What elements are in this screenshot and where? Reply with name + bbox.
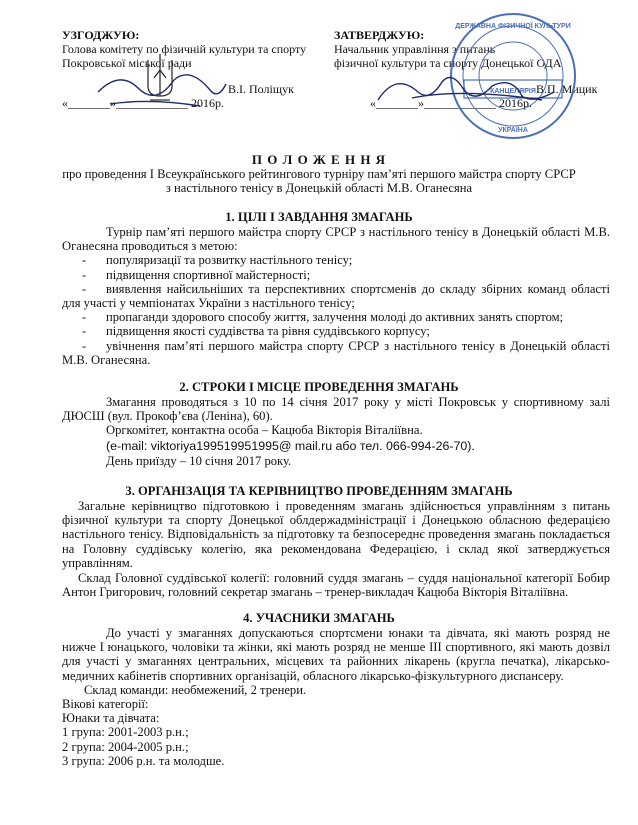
list-item: - популяризації та розвитку настільного тенісу; bbox=[82, 253, 353, 268]
approval-left-name: В.І. Поліщук bbox=[228, 82, 294, 96]
approval-right-date: «_______»____________ 2016р. bbox=[370, 96, 532, 110]
approval-right-name: В.П. Мицик bbox=[536, 82, 598, 96]
section-1-body bbox=[62, 225, 610, 367]
age-categories-label: Вікові категорії: bbox=[62, 697, 149, 712]
section-3-paragraph-1: Загальне керівництво підготовкою і проведенням змагань здійснюється управлінням з питань фізичної культури та спорту Донецької облдержадміністрації і Донецькою обласною федерацією настільного тенісу. Відповідальність за підготовку та безпосереднє проведення змагань покладається на Головну суддівську колегію, яка рекомендована Федерацією, і склад якої затверджується управлінням. bbox=[62, 499, 610, 570]
approval-left-date: «_______»____________ 2016р. bbox=[62, 96, 224, 110]
stamp-top-text: ДЕРЖАВНА ФІЗИЧНОЇ КУЛЬТУРИ bbox=[455, 23, 571, 30]
approval-left-heading: УЗГОДЖУЮ: bbox=[62, 28, 140, 42]
section-2-email-phone: (e-mail: viktoriya199519951995@ mail.ru або тел. 066-994-26-70). bbox=[106, 438, 475, 453]
section-3-heading: 3. ОРГАНІЗАЦІЯ ТА КЕРІВНИЦТВО ПРОВЕДЕННЯМ ЗМАГАНЬ bbox=[125, 484, 513, 498]
signature-left bbox=[98, 75, 226, 96]
section-3-body bbox=[62, 499, 610, 599]
stamp-bottom-text: УКРАЇНА bbox=[498, 127, 528, 134]
section-2-contact: Оргкомітет, контактна особа – Кацюба Вікторія Віталіївна. bbox=[106, 423, 423, 438]
approval-right-line2: фізичної культури та спорту Донецької ОДА bbox=[334, 56, 562, 70]
list-item: - пропаганди здорового способу життя, залучення молоді до активних занять спортом; bbox=[82, 310, 564, 325]
list-item: - підвищення спортивної майстерності; bbox=[82, 267, 311, 282]
stamp-mid-text: КАНЦЕЛЯРІЯ bbox=[490, 88, 536, 95]
section-2-body bbox=[62, 395, 610, 468]
document-subtitle-2: з настільного тенісу в Донецькій області М.В. Оганесяна bbox=[165, 181, 473, 195]
approval-right-heading: ЗАТВЕРДЖУЮ: bbox=[334, 28, 425, 42]
section-4-heading: 4. УЧАСНИКИ ЗМАГАНЬ bbox=[243, 611, 395, 625]
document-title: П О Л О Ж Е Н Н Я bbox=[251, 152, 387, 167]
age-group: 1 група: 2001-2003 р.н.; bbox=[62, 725, 189, 740]
age-group: 3 група: 2006 р.н. та молодше. bbox=[62, 753, 225, 768]
section-4-paragraph: До участі у змаганнях допускаються спортсмени юнаки та дівчата, які мають розряд не нижче І юнацького, чоловіки та жінки, які мають розряд не менше ІІІ спортивного, які мають дозвіл для участі у змаганнях центральних, місцевих та районних лікарень (кругла печатка), лікарсько-медичних кабінетів спортивних організацій, обласного лікарсько-фізкультурного диспансеру. bbox=[62, 626, 610, 683]
section-4-team: Склад команди: необмежений, 2 тренери. bbox=[84, 682, 307, 697]
section-3-paragraph-2: Склад Головної суддівської колегії: головний суддя змагань – суддя національної категорії Бобир Антон Григорович, головний секретар змагань – тренер-викладач Кацюба Вікторія Віталіївна. bbox=[62, 571, 610, 600]
list-item: - увічнення пам’яті першого майстра спорту СРСР з настільного тенісу в Донецькій області М.В. Оганесяна. bbox=[62, 338, 610, 367]
section-4-body bbox=[62, 626, 610, 768]
approval-left-line1: Голова комітету по фізичній культури та спорту bbox=[62, 42, 307, 56]
section-1-intro: Турнір пам’яті першого майстра спорту СРСР з настільного тенісу в Донецькій області М.В. Оганесяна проводиться з метою: bbox=[62, 225, 610, 254]
age-group: 2 група: 2004-2005 р.н.; bbox=[62, 739, 189, 754]
approval-left-line2: Покровської міської ради bbox=[62, 56, 192, 70]
list-item: - підвищення якості суддівства та рівня суддівського корпусу; bbox=[82, 324, 430, 339]
document-subtitle-1: про проведення І Всеукраїнського рейтингового турніру пам’яті першого майстра спорту СРСР bbox=[62, 167, 576, 181]
list-item: - виявлення найсильніших та перспективних спортсменів до складу збірних команд області для участі у чемпіонатах України з настільного тенісу; bbox=[62, 281, 610, 311]
section-2-paragraph: Змагання проводяться з 10 по 14 січня 2017 року у місті Покровськ у спортивному залі ДЮСШ (вул. Прокоф’єва (Леніна), 60). bbox=[62, 395, 610, 424]
trident-emblem-icon bbox=[90, 40, 230, 120]
section-2-arrival: День приїзду – 10 січня 2017 року. bbox=[106, 453, 292, 468]
youth-label: Юнаки та дівчата: bbox=[62, 711, 160, 726]
section-1-heading: 1. ЦІЛІ І ЗАВДАННЯ ЗМАГАНЬ bbox=[225, 210, 413, 224]
section-2-heading: 2. СТРОКИ І МІСЦЕ ПРОВЕДЕННЯ ЗМАГАНЬ bbox=[179, 380, 459, 394]
approval-right-line1: Начальник управління з питань bbox=[334, 42, 496, 56]
signature-right bbox=[372, 70, 562, 110]
